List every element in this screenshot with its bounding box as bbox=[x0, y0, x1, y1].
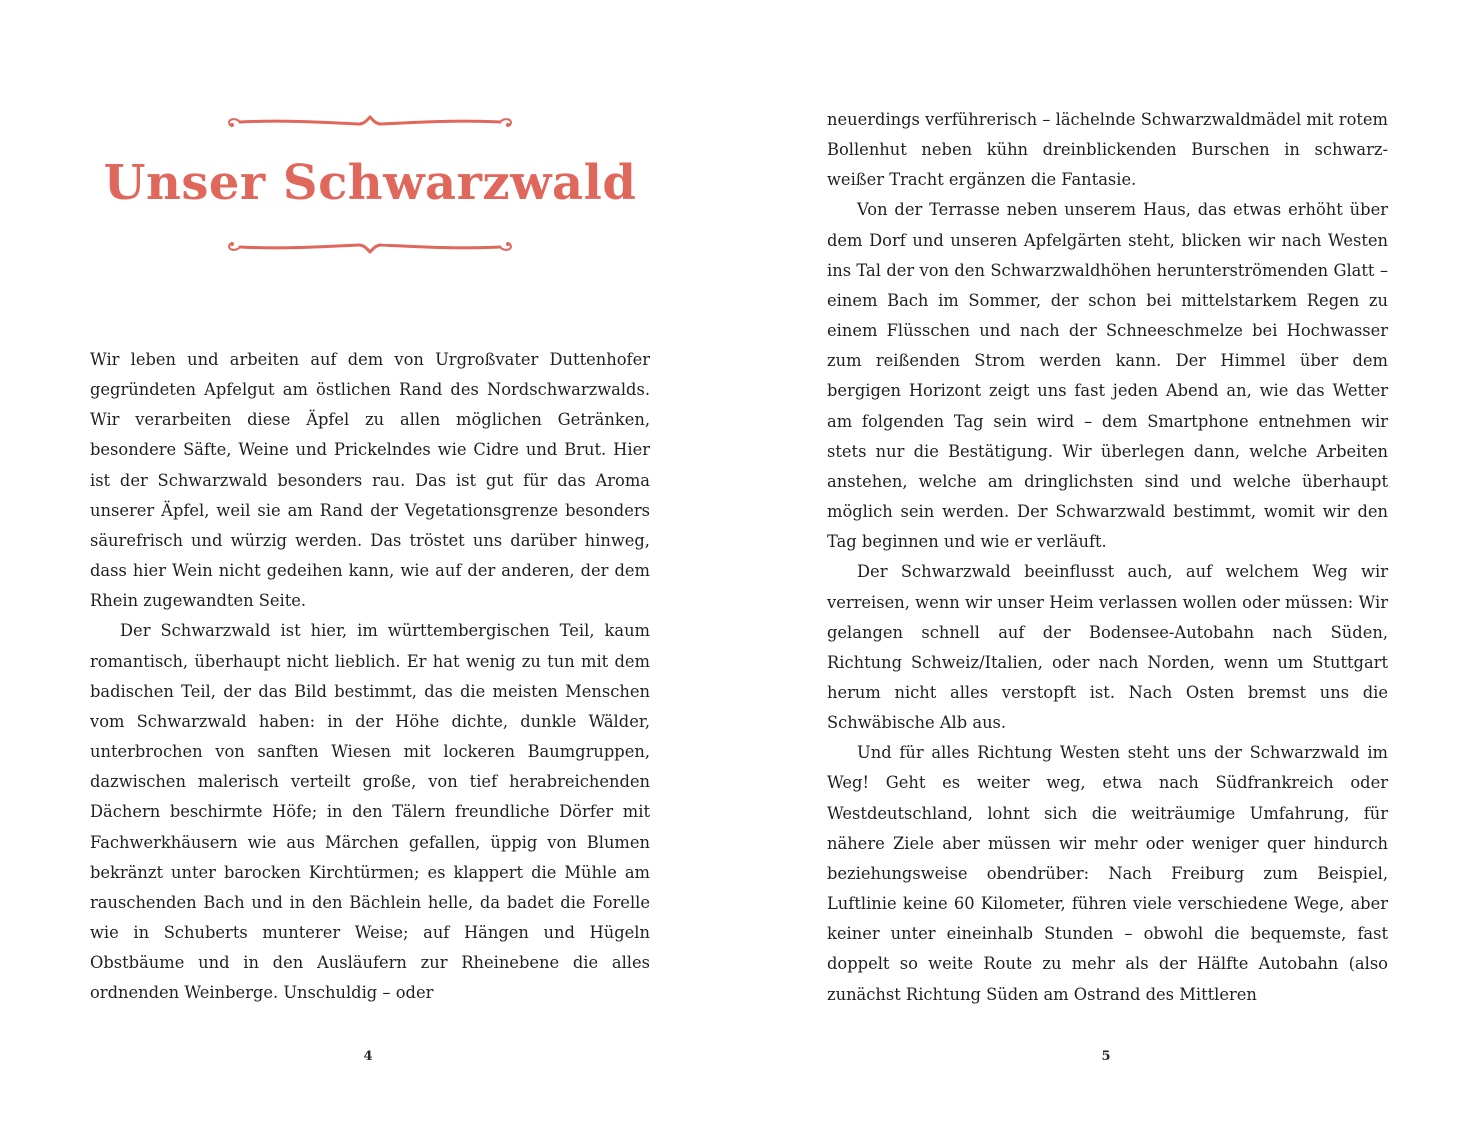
left-body-text bbox=[90, 345, 650, 1008]
paragraph: neuerdings verführerisch – lächelnde Schwarzwaldmädel mit rotem Bollenhut neben kühn dreinblickenden Burschen in schwarz-weißer Tracht ergänzen die Fantasie. bbox=[827, 110, 1388, 190]
right-page bbox=[738, 0, 1476, 1122]
paragraph: Der Schwarzwald ist hier, im württembergischen Teil, kaum romantisch, überhaupt nicht lieblich. Er hat wenig zu tun mit dem badischen Teil, der das Bild bestimmt, das die meisten Menschen vom Schwarzwald haben: in der Höhe dichte, dunkle Wälder, unterbrochen von sanften Wiesen mit lockeren Baumgruppen, dazwischen malerisch verteilt große, von tief herabreichenden Dächern beschirmte Höfe; in den Tälern freundliche Dörfer mit Fachwerkhäusern wie aus Märchen gefallen, üppig von Blumen bekränzt unter barocken Kirchtürmen; es klappert die Mühle am rauschenden Bach und in den Bächlein helle, da badet die Forelle wie in Schuberts munterer Weise; auf Hängen und Hügeln Obstbäume und in den Ausläufern zur Rheinebene die alles ordnenden Weinberge. Unschuldig – oder bbox=[90, 621, 650, 1003]
paragraph: Von der Terrasse neben unserem Haus, das etwas erhöht über dem Dorf und unseren Apfelgärten steht, blicken wir nach Westen ins Tal der von den Schwarzwaldhöhen herunterströmenden Glatt – einem Bach im Sommer, der schon bei mittelstarkem Regen zu einem Flüsschen und nach der Schneeschmelze bei Hochwasser zum reißenden Strom werden kann. Der Himmel über dem bergigen Horizont zeigt uns fast jeden Abend an, wie das Wetter am folgenden Tag sein wird – dem Smartphone entnehmen wir stets nur die Bestätigung. Wir überlegen dann, welche Arbeiten anstehen, welche am dringlichsten sind und welche überhaupt möglich sein werden. Der Schwarzwald bestimmt, womit wir den Tag beginnen und wie er verläuft. bbox=[827, 200, 1388, 552]
page-number: 5 bbox=[1101, 1049, 1111, 1064]
right-body-text bbox=[827, 105, 1388, 1010]
chapter-title: Unser Schwarzwald bbox=[103, 155, 637, 211]
paragraph: Der Schwarzwald beeinflusst auch, auf welchem Weg wir verreisen, wenn wir unser Heim verlassen wollen oder müssen: Wir gelangen schnell auf der Bodensee-Autobahn nach Süden, Richtung Schweiz/Italien, oder nach Norden, wenn um Stuttgart herum nicht alles verstopft ist. Nach Osten bremst uns die Schwäbische Alb aus. bbox=[827, 562, 1388, 733]
flourish-divider-icon bbox=[220, 236, 520, 256]
paragraph: Wir leben und arbeiten auf dem von Urgroßvater Duttenhofer gegründeten Apfelgut am östlichen Rand des Nordschwarzwalds. Wir verarbeiten diese Äpfel zu allen möglichen Getränken, besondere Säfte, Weine und Prickelndes wie Cidre und Brut. Hier ist der Schwarzwald besonders rau. Das ist gut für das Aroma unserer Äpfel, weil sie am Rand der Vegetationsgrenze besonders säurefrisch und würzig werden. Das tröstet uns darüber hinweg, dass hier Wein nicht gedeihen kann, wie auf der anderen, der dem Rhein zugewandten Seite. bbox=[90, 350, 650, 611]
flourish-divider-icon bbox=[220, 113, 520, 133]
paragraph: Und für alles Richtung Westen steht uns der Schwarzwald im Weg! Geht es weiter weg, etwa nach Südfrankreich oder Westdeutschland, lohnt sich die weiträumige Umfahrung, für nähere Ziele aber müssen wir mehr oder weniger quer hindurch beziehungsweise obendrüber: Nach Freiburg zum Beispiel, Luftlinie keine 60 Kilometer, führen viele verschiedene Wege, aber keiner unter eineinhalb Stunden – obwohl die bequemste, fast doppelt so weite Route zu mehr als der Hälfte Autobahn (also zunächst Richtung Süden am Ostrand des Mittleren bbox=[827, 743, 1388, 1004]
page-number: 4 bbox=[363, 1049, 373, 1064]
